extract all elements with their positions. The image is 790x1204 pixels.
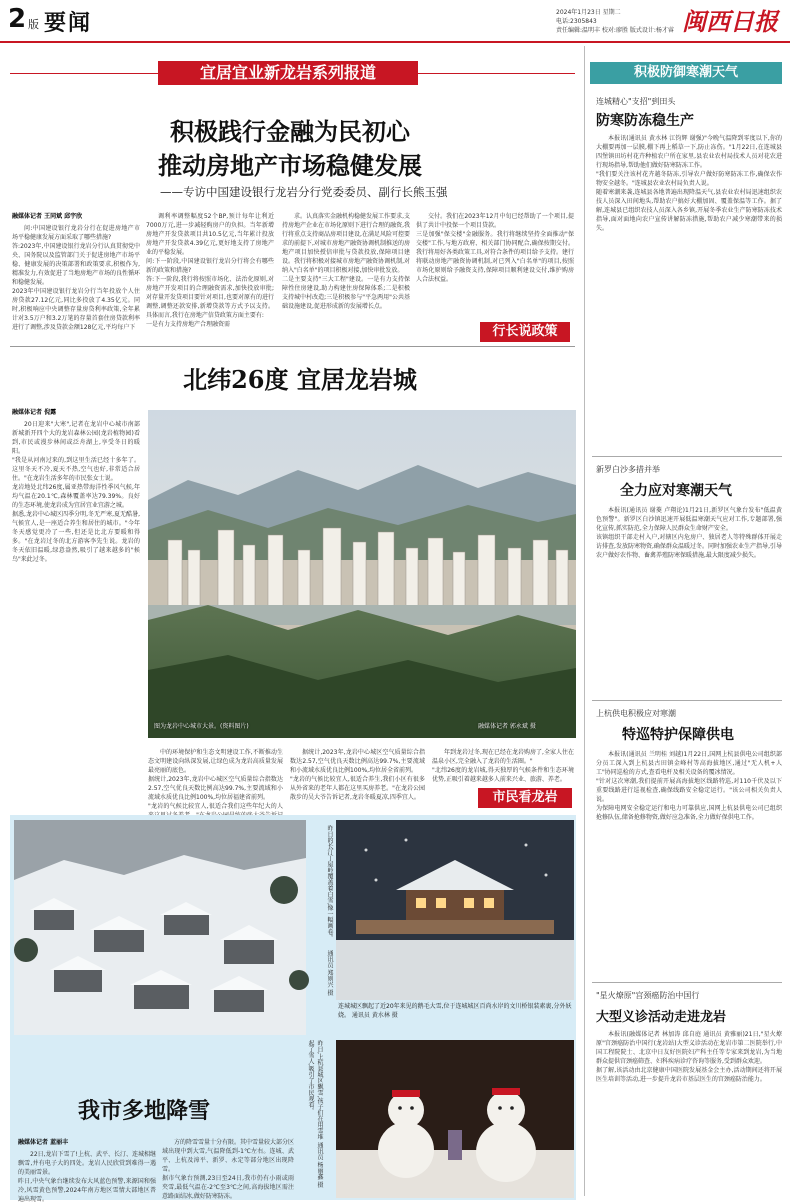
- snowy-village-illustration: [14, 820, 306, 1035]
- city-photo: [148, 410, 576, 738]
- article-4-kicker: "星火燎原"宫颈癌防治中国行: [596, 991, 700, 1000]
- article-3-body: 本报讯(通讯员 兰明桂 刘越)1月22日,国网上杭县供电公司组织部分员工深入到上杭县古田镇金峰村等高海拔地区,通过"无人机+人工"协同巡检的方式,查看电杆及相关设备的覆冰情况。 "针对这次寒潮,我们提前开展高海拔地区线路特巡,对110千伏及以下重要线路进行巡视检查,确保线路安全稳定运行。"该公司相关负责人说。 为保障电网安全稳定运行和电力可靠供应,国网上杭县供电公司已组织抢修队伍,储备抢修物资,做好应急准备,全力做好保供电工作。: [596, 751, 782, 821]
- snow-cap-1: 昨日的长汀丁屋岭覆盖着白雪,像一幅画卷。: [326, 825, 333, 941]
- photo-credit: 融媒体记者 郭永斌 摄: [478, 723, 536, 730]
- article-3-title: 特巡特护保障供电: [622, 727, 734, 743]
- article-1-kicker: 连城精心"支招"到田头: [596, 97, 676, 106]
- snow-photo-bridge: [336, 820, 574, 1000]
- interview-title-1: 积极践行金融为民初心: [170, 117, 410, 146]
- snow-body-1: 22日,龙岩下雪了!上杭、武平、长汀、连城相继飘雪,并有电子大的四处。龙岩人民欣赏到难得一遇的美丽雪景。 昨日,中央气象台继续发布大风蓝色预警,来源国和强冷,风雪黄色预警,2024年南方地区雪情大部地区普遍出现雪。: [18, 1151, 156, 1203]
- feature-col-4: 年到龙岩过冬,现在已经在龙岩购房了,全家人住在温泉小区,完全融入了龙岩的生活圈。" "北纬26度的龙岩城,得天独厚的气候条件和生态环境优势,正吸引着越来越多人前来兴业、旅游、养老。: [432, 749, 574, 783]
- article-1-body: 本报讯(通讯员 黄水林 江钧辉 谢强)"今晚气温降到零度以下,你的大棚要再加一层膜,棚下再上稻草一下,防止冻伤。"1月22日,在连城县四堡镇田坊村花卉种植农户所在家里,县农业农村局技术人员对花农进行现场指导,帮助他们做好防寒防冻工作。 "我们要关注该村花卉越冬防冻,引导农户做好防寒防冻工作,确保农作物安全越冬。"连城县农业农村局负责人说。 随着寒潮来袭,连城县各地普遍出现降温天气,县农业农村局迅速组织农技人员深入田间地头,帮助农户搞好大棚加固、覆盖保温等工作。据了解,连城县已组织农技人员深入各乡镇,开展冬季农业生产防寒防冻技术指导,面对面地向农户宣传讲解防冻措施,帮助农户减少寒潮带来的损失。: [596, 135, 782, 232]
- divider-right-3: [592, 982, 782, 983]
- tag-bank-policy: 行长说政策: [480, 322, 570, 342]
- photo-caption: 图为龙岩中心城市大景。(资料图片): [154, 723, 249, 730]
- feature-title: 北纬26度 宜居龙岩城: [183, 365, 417, 394]
- feature-byline: 融媒体记者 倪露: [12, 409, 57, 416]
- snowman-illustration: [336, 1040, 574, 1198]
- snowy-bridge-illustration: [336, 820, 574, 1000]
- snow-body-2: 方的降雪雪量十分有限。其中雪量较大部分区域出现中到大雪,气温降低到-1℃左右。连城、武平、上杭及漳平、新罗、永定等部分地区出现降雪。 据市气象台预测,23日至24日,我市仍有小雨或雨夹雪,最低气温在-2℃至3℃之间,高海拔地区需注意路面结冰,做好防寒防冻。: [162, 1139, 295, 1200]
- interview-title-2: 推动房地产市场稳健发展: [158, 151, 422, 180]
- article-4-title: 大型义诊活动走进龙岩: [596, 1010, 727, 1025]
- interview-subtitle: ——专访中国建设银行龙岩分行党委委员、副行长熊玉强: [160, 185, 448, 199]
- feature-col-2: 中的环境保护和生态文明建设工作,不断推动生态文明建设向纵深发展,让绿色成为龙岩高质量发展最亮丽的底色。 据统计,2023年,龙岩中心城区空气质量综合指数达2.57,空气优良天数比例高达99.7%,主要流域和小流域水质优良比例100%,均位居福建省前列。 "龙岩的气候比较宜人,很适合我们这些年纪大的人: [148, 749, 283, 810]
- phone: 电话:2305843: [556, 18, 597, 25]
- interview-col-3: 求。认真落实金融机构稳健发展工作要求,支持房地产企业在市场化原则下进行合理的融资,我行将重点支持商品房项目建设,在满足风险可控要求的前提下,对城市房地产融资协调机制推送的房地产项目加快授信审批与贷款投放,保障项目建设。我行将积极对接城市房地产融资协调机制,对纳入"白名单"的项目积极对接,加快审批发放。 二是主要支持"三大工程"建设。一是有力支持保障性住房建设,助力构建住房保障体系;二是积极支持城中村改造;三是积极参与"平急两用"公共基础设施建设,促进形成新的发展增长点。: [282, 213, 410, 310]
- article-2-body: 本报讯(通讯员 谢菱 卢翔论)1月21日,新罗区气象台发布"低温黄色预警"。新罗区白沙镇迅速开展低温寒潮天气应对工作,专题部署,强化宣传,抓实防范,全力保障人民群众生命财产安全。 该镇组织干部走村入户,对辖区内危房户、独居老人等特殊群体开展走访排查,发放防寒物资,确保群众温暖过冬。同时加强农业生产指导,引导农户做好农作物、畜禽养殖防寒保暖措施,最大限度减少损失。: [596, 507, 782, 559]
- feature-col-3: 据统计,2023年,龙岩中心城区空气质量综合指数达2.57,空气优良天数比例高达99.7%,主要流域和小流域水质优良比例100%,均位居全省前列。 "龙岩的气候比较宜人,很适合养生,我们小区有很多从外省来的老年人都在这里买房养老。"在龙岩公园散步的吴大爷告诉记者,龙岩冬暖夏凉,四季宜人。: [290, 749, 425, 801]
- paper-logo: 闽西日报: [682, 7, 778, 36]
- article-3-kicker: 上杭供电积极应对寒潮: [596, 709, 676, 718]
- interview-col-4: 交付。我们在2023年12月中旬已经帮助了一个项目,提供了共计中投保一个项目贷款。 三是加强"保交楼"金融服务。我行将继续坚持全面推动"保交楼"工作,与地方政府、相关部门协同配合,确保按期交付。我行将用好各类政策工具,对符合条件的项目给予支持。建行将联动房地产融资协调机制,对已列入"白名单"的项目,按照市场化原则给予融资支持,保障项目顺利建设交付,维护购房人合法权益。: [416, 213, 574, 283]
- issue-date: 2024年1月23日 星期二: [556, 9, 621, 16]
- page-number: 2: [8, 4, 27, 34]
- snow-cap-2: 连城城区飘起了近20年来见的鹅毛大雪,位于连城城区百尚水岸的文川桥银装素裹,分外妖娆。 通讯员 黄水林 摄: [338, 1003, 572, 1019]
- snowman-photo: [336, 1040, 574, 1198]
- snow-byline: 融媒体记者 蓝丽丰: [18, 1139, 69, 1146]
- article-2-title: 全力应对寒潮天气: [620, 483, 732, 499]
- interview-col-2: 调利率调整幅度52个BP,预计每年让利近7000万元,进一步减轻购房户的负担。当年新增房地产开发贷款项目共10.5亿元,当年累计投放房地产开发贷款4.39亿元,更好地支持了房地产业的平稳发展。 问:下一阶段,中国建设银行龙岩分行将会有哪些新的政策和措施? 答:下一阶段,我行将按照市场化、法治化原则,对房地产开发项目的合理融资需求,加快投放审批;对存量开发贷项目要针对项目,也要对原有的进行调整,调整还款安排,新增贷款等方式予以支持。具体而言,我行在房地产信贷政策方面主要有: 一是有力支持房地产合理融资需: [146, 213, 274, 328]
- editors: 责任编辑:温明丰 校对:廖胜 版式设计:杨才睿: [556, 27, 674, 34]
- divider-right-1: [592, 456, 782, 457]
- interview-col-1: 问:中国建设银行龙岩分行在促进房地产市场平稳健康发展方面采取了哪些措施? 答:2023年,中国建设银行龙岩分行认真贯彻党中央、国务院以及监管部门关于促进房地产市场平稳、健康发展的决策部署和政策要求,积极作为,精准发力,有效促进了当地房地产市场的良性循环和稳健发展。 2023年中国建设银行龙岩分行当年投放个人住房贷款27.12亿元,同比多投放了4.35亿元。同时,积极响应中央调整存量房贷利率政策,全年累计对3.5万户和3.2万笔的存量首套住房贷款利率进行了调整,涉及贷款金额128亿元,平均每户下: [12, 225, 140, 331]
- tag-citizen: 市民看龙岩: [478, 788, 572, 808]
- snow-cap-3: 昨日,上杭县城区飘雪,孩子们在用雪堆起了雪人,吸引了市民观看。: [307, 1040, 323, 1140]
- snow-credit-3: 通讯员 杨丽鑫 摄: [316, 1142, 323, 1188]
- snow-photo-village: [14, 820, 306, 1035]
- feature-col-1: 20日迎来"大寒",记者在龙岩中心城市南部新城新开四个大的龙岩森林公园(龙岩植物园)看到,市民或漫步林间或泛舟湖上,享受冬日的暖阳。 "我是从河南过来的,到这里生活已经十多年了。这里冬天不冷,夏天不热,空气也好,非常适合居住。"在龙岩生活多年的市民张女士说。 龙岩地处北纬26度,属亚热带海洋性季风气候,年均气温在20.1℃,森林覆盖率达79.39%。良好的生态环境,使龙岩成为宜居宜业宜游之城。 据悉,龙岩中心城区四季分明,冬无严寒,夏无酷暑,气候宜人,是一座适合养生和居住的城市。"今年冬天感觉更冷了一些,但还是比北方要暖和得多。"在龙岩过冬的北方游客李先生说。龙岩的冬天依旧温暖,绿意盎然,吸引了越来越多的"候鸟"来此过冬。: [12, 421, 140, 563]
- article-4-body: 本报讯(融媒体记者 林加涛 邱自庭 通讯员 黄雅丽)21日,"星火燎原"宫颈癌防治中国行(龙岩站)大型义诊活动在龙岩市第二医院举行,中国工程院院士、北京中日友好医院妇产科主任等专家来到龙岩,为当地群众提供宫颈癌筛查、妇科疾病诊疗咨询等服务,受到群众欢迎。 据了解,该活动由北京健康中国医院发展基金会主办,活动期间还将开展医生培训等活动,进一步提升龙岩市基层医生的宫颈癌防治能力。: [596, 1031, 782, 1083]
- snow-title: 我市多地降雪: [78, 1098, 211, 1124]
- series-banner: 宜居宜业新龙岩系列报道: [158, 61, 418, 85]
- masthead: [0, 0, 790, 46]
- city-skyline-illustration: [148, 410, 576, 738]
- divider-right-2: [592, 700, 782, 701]
- page-suffix: 版: [28, 18, 39, 31]
- interview-byline: 融媒体记者 王同斌 邱宇欣: [12, 213, 83, 220]
- masthead-rule: [0, 41, 790, 43]
- right-col-rule: [584, 46, 585, 1196]
- article-1-title: 防寒防冻稳生产: [596, 113, 694, 129]
- divider: [10, 346, 575, 347]
- section-title: 要闻: [44, 11, 93, 36]
- snow-credit-1: 通讯员 郑则兴 摄: [326, 950, 333, 996]
- cold-banner: 积极防御寒潮天气: [590, 62, 782, 84]
- article-2-kicker: 新罗白沙多措并举: [596, 465, 660, 474]
